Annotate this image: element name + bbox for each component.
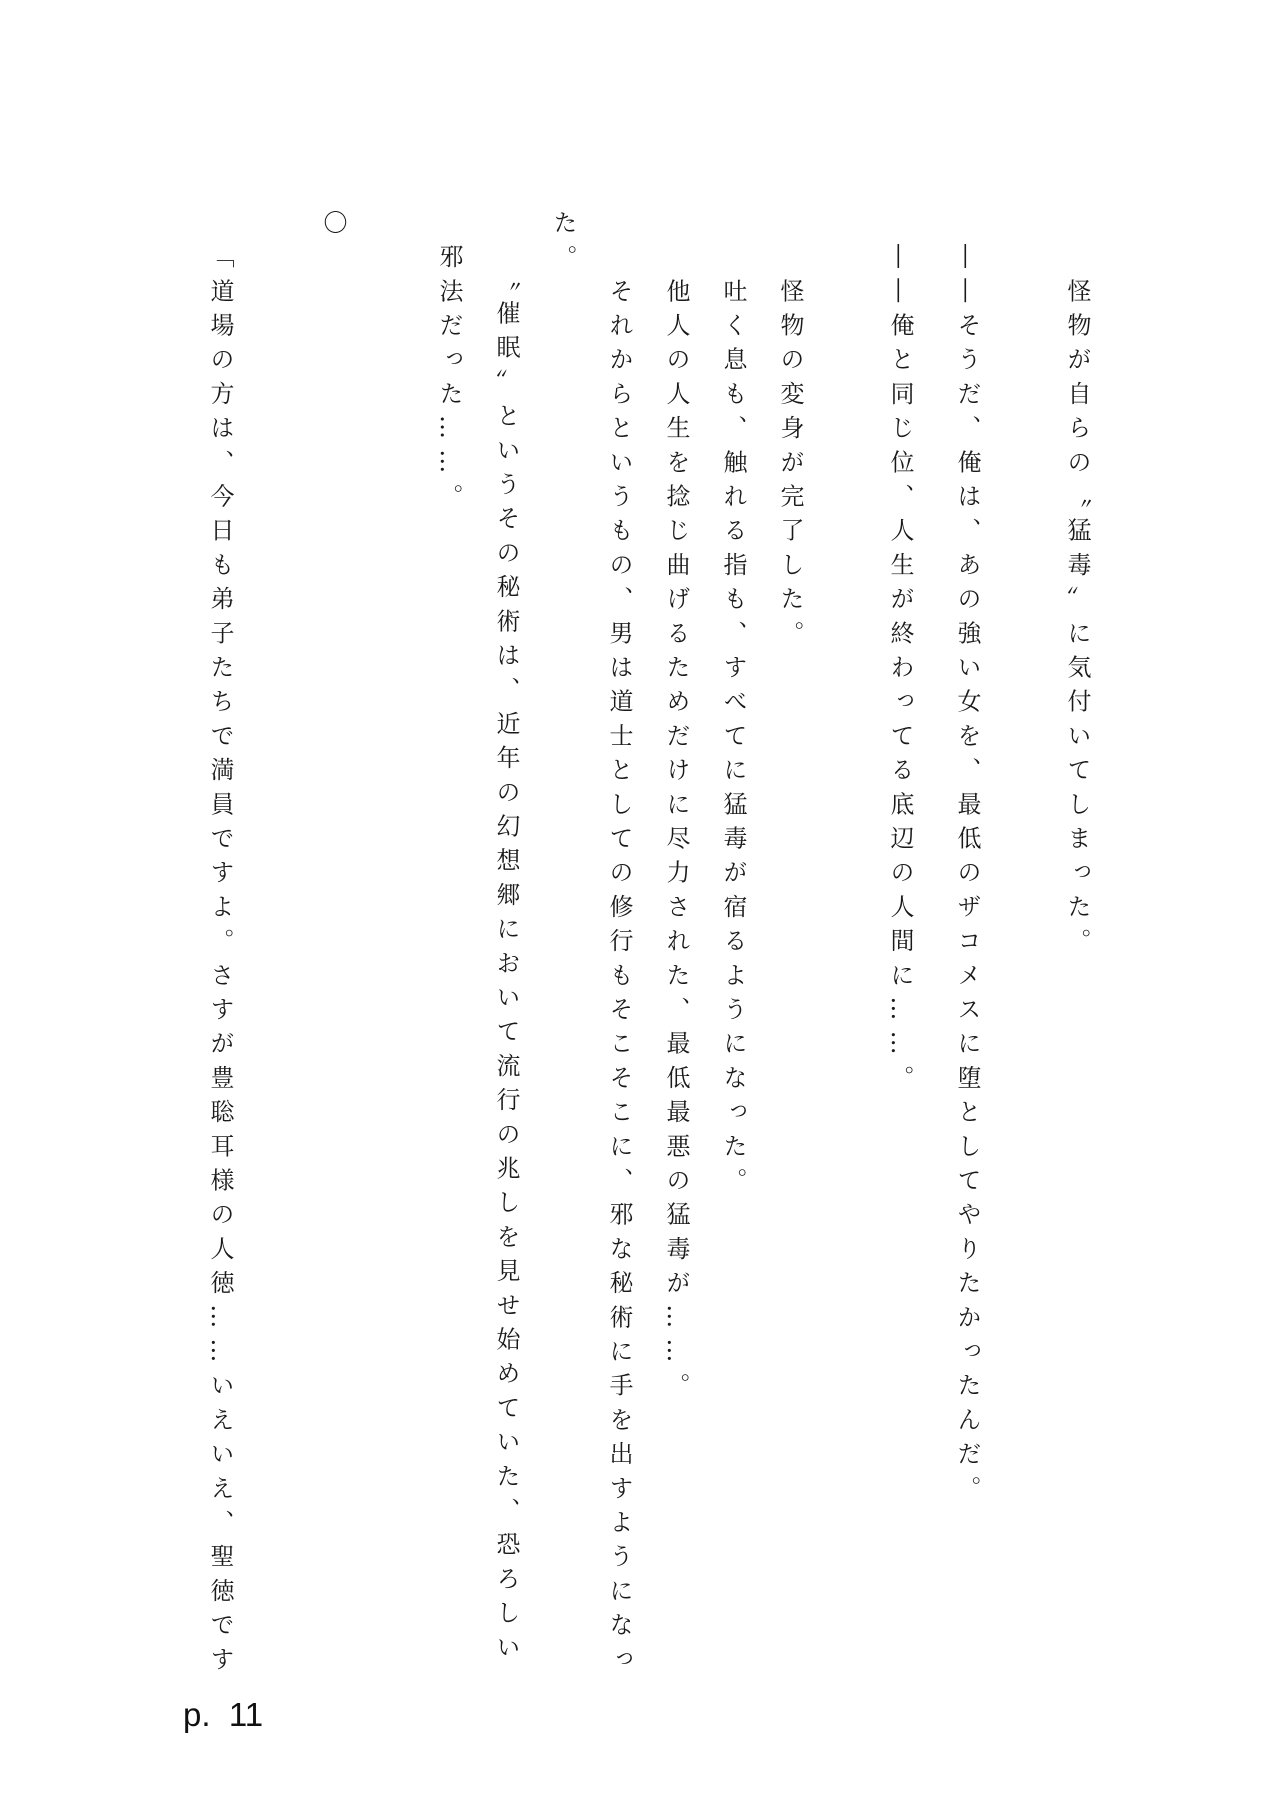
text-line-3: ――俺と同じ位、人生が終わってる底辺の人間に……。 xyxy=(886,244,914,1099)
text-line-8: 〝催眠〟というその秘術は、近年の幻想郷において流行の兆しを見せ始めていた、恐ろしい xyxy=(492,244,520,1669)
text-line-1: 怪物が自らの〝猛毒〟に気付いてしまった。 xyxy=(1063,244,1091,963)
text-line-2: ――そうだ、俺は、あの強い女を、最低のザコメスに堕としてやりたかったんだ。 xyxy=(953,244,981,1510)
text-line-7-carry: た。 xyxy=(549,210,577,279)
blank-line-3 xyxy=(256,244,296,1634)
blank-line-2 xyxy=(372,244,412,1634)
blank-line-1 xyxy=(813,244,853,1634)
text-line-7: それからというもの、男は道士としての修行もそこそこに、邪な秘術に手を出すようになっ xyxy=(605,244,633,1681)
text-line-8-cont: 邪法だった……。 xyxy=(435,244,463,518)
text-line-6: 他人の人生を捻じ曲げるためだけに尽力された、最低最悪の猛毒が……。 xyxy=(662,244,690,1407)
page-number: p. 11 xyxy=(183,1696,264,1733)
text-line-5: 吐く息も、触れる指も、すべてに猛毒が宿るようになった。 xyxy=(719,244,747,1202)
scene-break-marker: 〇 xyxy=(319,210,347,245)
text-line-4: 怪物の変身が完了した。 xyxy=(776,244,804,655)
text-line-9: 「道場の方は、今日も弟子たちで満員ですよ。さすが豊聡耳様の人徳……いえいえ、聖徳です xyxy=(206,244,234,1681)
